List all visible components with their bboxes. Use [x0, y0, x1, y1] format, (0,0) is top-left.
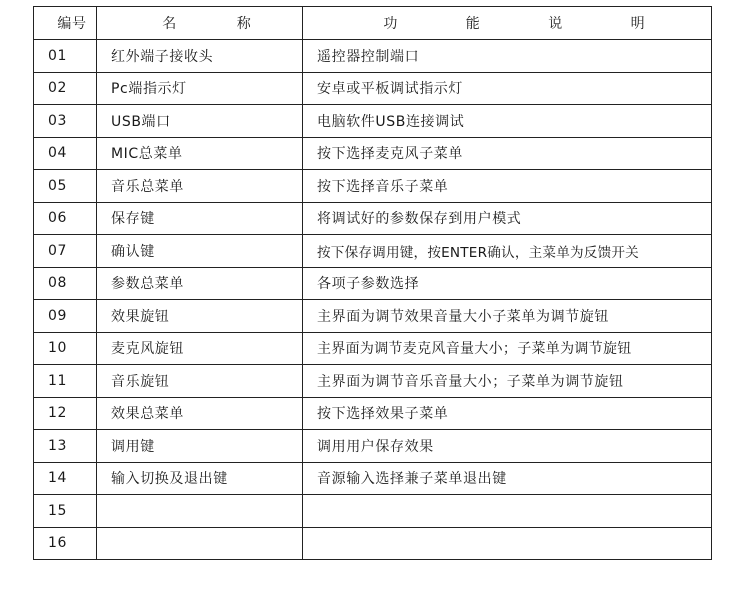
row-name: 红外端子接收头: [97, 40, 303, 73]
row-name: 保存键: [97, 202, 303, 235]
header-name-label: 名 称: [162, 16, 279, 32]
table-row: [34, 527, 712, 560]
table-row: [34, 202, 712, 235]
row-name: 调用键: [97, 430, 303, 463]
row-function: 主界面为调节音乐音量大小；子菜单为调节旋钮: [303, 365, 712, 398]
row-function: 各项子参数选择: [303, 267, 712, 300]
row-function: 音源输入选择兼子菜单退出键: [303, 462, 712, 495]
row-function: 主界面为调节效果音量大小子菜单为调节旋钮: [303, 300, 712, 333]
table-row: [34, 397, 712, 430]
table-row: [34, 462, 712, 495]
row-number: 01: [34, 40, 97, 73]
row-name: [97, 495, 303, 528]
table-row: [34, 235, 712, 268]
table-row: [34, 430, 712, 463]
row-name: 输入切换及退出键: [97, 462, 303, 495]
table-row: [34, 332, 712, 365]
table-row: [34, 137, 712, 170]
header-number: 编号: [34, 7, 97, 40]
row-function: 电脑软件USB连接调试: [303, 105, 712, 138]
row-name: 音乐旋钮: [97, 365, 303, 398]
table-header-row: [34, 7, 712, 40]
row-number: 08: [34, 267, 97, 300]
row-name: Pc端指示灯: [97, 72, 303, 105]
row-number: 06: [34, 202, 97, 235]
header-name: [97, 7, 303, 40]
row-number: 04: [34, 137, 97, 170]
header-function: [303, 7, 712, 40]
row-function: 调用用户保存效果: [303, 430, 712, 463]
row-number: 09: [34, 300, 97, 333]
row-name: 麦克风旋钮: [97, 332, 303, 365]
row-number: 02: [34, 72, 97, 105]
row-name: 效果总菜单: [97, 397, 303, 430]
row-function: 安卓或平板调试指示灯: [303, 72, 712, 105]
table-row: [34, 170, 712, 203]
row-number: 13: [34, 430, 97, 463]
row-number: 12: [34, 397, 97, 430]
row-number: 11: [34, 365, 97, 398]
row-function: 按下保存调用键，按ENTER确认，主菜单为反馈开关: [303, 235, 712, 268]
row-name: 效果旋钮: [97, 300, 303, 333]
row-function: 按下选择效果子菜单: [303, 397, 712, 430]
row-number: 16: [34, 527, 97, 560]
row-number: 05: [34, 170, 97, 203]
header-function-label: 功 能 说 明: [383, 16, 677, 32]
table-row: [34, 300, 712, 333]
row-function: 遥控器控制端口: [303, 40, 712, 73]
row-number: 07: [34, 235, 97, 268]
row-name: 确认键: [97, 235, 303, 268]
row-function: 主界面为调节麦克风音量大小；子菜单为调节旋钮: [303, 332, 712, 365]
table-row: [34, 365, 712, 398]
row-function: [303, 495, 712, 528]
row-number: 15: [34, 495, 97, 528]
row-name: MIC总菜单: [97, 137, 303, 170]
table-row: [34, 105, 712, 138]
row-name: 参数总菜单: [97, 267, 303, 300]
row-name: USB端口: [97, 105, 303, 138]
row-function: 按下选择音乐子菜单: [303, 170, 712, 203]
row-name: 音乐总菜单: [97, 170, 303, 203]
spec-sheet: [33, 6, 711, 560]
row-name: [97, 527, 303, 560]
row-function: 将调试好的参数保存到用户模式: [303, 202, 712, 235]
row-number: 10: [34, 332, 97, 365]
function-table: [33, 6, 712, 560]
row-function: [303, 527, 712, 560]
table-row: [34, 72, 712, 105]
table-row: [34, 267, 712, 300]
row-number: 14: [34, 462, 97, 495]
row-number: 03: [34, 105, 97, 138]
row-function: 按下选择麦克风子菜单: [303, 137, 712, 170]
table-row: [34, 40, 712, 73]
table-row: [34, 495, 712, 528]
